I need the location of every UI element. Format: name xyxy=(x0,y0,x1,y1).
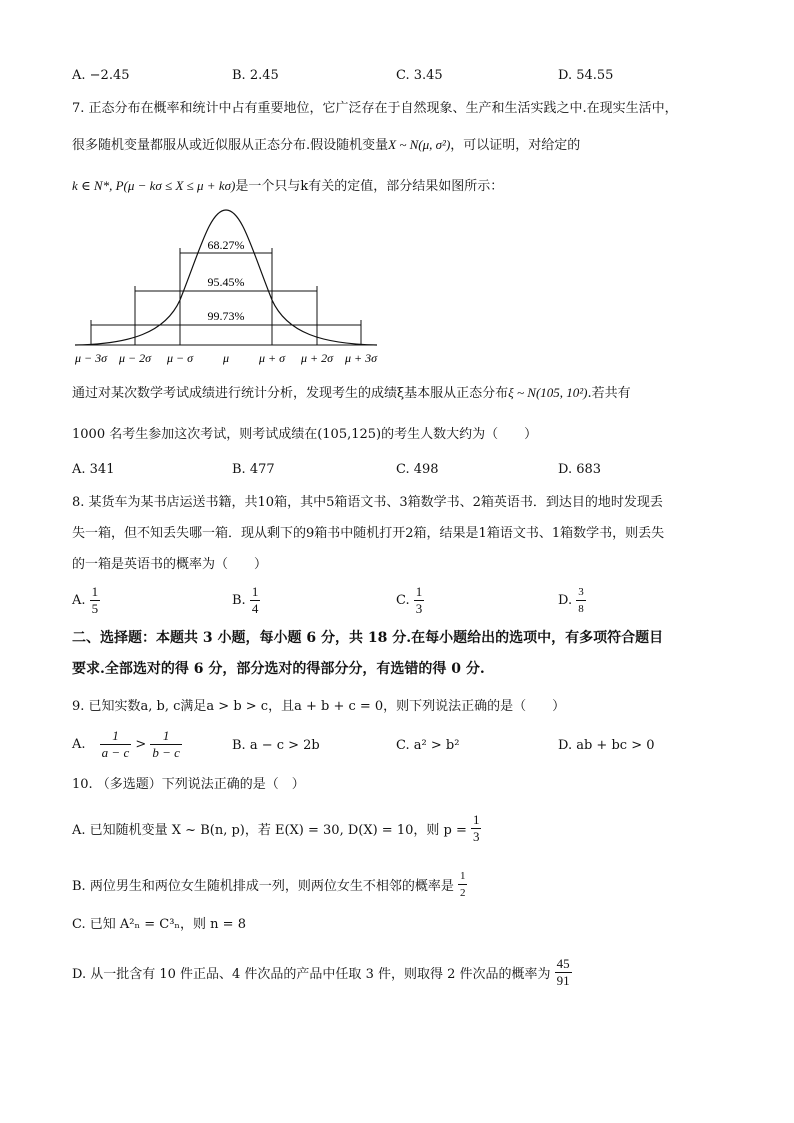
denominator: a − c xyxy=(101,745,130,760)
q8-option-a-fraction xyxy=(90,584,101,617)
label-95: 95.45% xyxy=(207,275,245,289)
label-99: 99.73% xyxy=(207,309,245,323)
q10-option-a xyxy=(72,812,481,845)
q10-stem: 10. （多选题）下列说法正确的是（ ） xyxy=(72,777,305,792)
q7-line2-math: X ~ N(μ, σ²) xyxy=(388,137,451,152)
numerator: 1 xyxy=(251,584,259,599)
q7-line1: 7. 正态分布在概率和统计中占有重要地位，它广泛存在于自然现象、生产和生活实践之中.在现实生活中， xyxy=(72,101,678,116)
q7-option-c: C. 498 xyxy=(396,462,439,477)
denominator: 4 xyxy=(251,601,259,616)
q7-line2 xyxy=(72,136,580,155)
q9-a-left-fraction xyxy=(100,728,132,761)
q10-option-a-fraction xyxy=(471,812,482,845)
q6-option-a: A. −2.45 xyxy=(72,68,130,83)
q7-option-b: B. 477 xyxy=(232,462,275,477)
q9-option-c: C. a² > b² xyxy=(396,738,460,753)
q10-option-d-fraction xyxy=(555,956,572,989)
q8-option-d-label: D. xyxy=(558,593,573,608)
q6-option-d: D. 54.55 xyxy=(558,68,614,83)
q8-line1: 8. 某货车为某书店运送书籍，共10箱，其中5箱语文书、3箱数学书、2箱英语书．到达目的地时发现丢 xyxy=(72,495,663,510)
tick-label-plus-2sigma: μ + 2σ xyxy=(300,351,334,365)
q8-option-b-fraction xyxy=(250,584,261,617)
normal-distribution-figure xyxy=(70,205,400,370)
tick-label-minus-3sigma: μ − 3σ xyxy=(74,351,108,365)
q7-line4-post: .若共有 xyxy=(587,386,631,401)
section2-heading-line1: 二、选择题：本题共 3 小题，每小题 6 分，共 18 分.在每小题给出的选项中，有多项符合题目 xyxy=(72,630,664,646)
q8-option-d-fraction xyxy=(576,584,586,617)
q8-option-b-label: B. xyxy=(232,593,246,608)
q7-line5: 1000 名考生参加这次考试，则考试成绩在(105,125)的考生人数大约为（ ） xyxy=(72,427,538,442)
tick-label-plus-3sigma: μ + 3σ xyxy=(344,351,378,365)
numerator: 1 xyxy=(100,728,132,745)
q8-option-b xyxy=(232,584,260,617)
denominator: 2 xyxy=(459,887,466,899)
numerator: 45 xyxy=(556,956,570,971)
denominator: 5 xyxy=(91,601,99,616)
q7-line4-pre: 通过对某次数学考试成绩进行统计分析，发现考生的成绩ξ基本服从正态分布 xyxy=(72,386,509,401)
q9-option-b: B. a − c > 2b xyxy=(232,738,320,753)
q7-line3 xyxy=(72,177,503,196)
q10-option-b-text: B. 两位男生和两位女生随机排成一列，则两位女生不相邻的概率是 xyxy=(72,879,454,894)
q9-stem: 9. 已知实数a, b, c满足a > b > c，且a + b + c = 0，则下列说法正确的是（ ） xyxy=(72,699,566,714)
q8-option-c-fraction xyxy=(414,584,425,617)
tick-label-minus-sigma: μ − σ xyxy=(166,351,194,365)
tick-label-minus-2sigma: μ − 2σ xyxy=(118,351,152,365)
q7-line3-post: 是一个只与k有关的定值，部分结果如图所示： xyxy=(235,179,504,194)
q7-line2-pre: 很多随机变量都服从或近似服从正态分布.假设随机变量 xyxy=(72,138,389,153)
q7-line4-math: ξ ~ N(105, 10²) xyxy=(508,385,588,400)
q7-line3-math: k ∈ N*, P(μ − kσ ≤ X ≤ μ + kσ) xyxy=(72,178,236,193)
numerator: 3 xyxy=(576,584,586,601)
q8-option-c xyxy=(396,584,424,617)
denominator: 3 xyxy=(472,829,480,844)
q8-line2: 失一箱，但不知丢失哪一箱．现从剩下的9箱书中随机打开2箱，结果是1箱语文书、1箱数学书，则丢失 xyxy=(72,526,665,541)
q6-option-b: B. 2.45 xyxy=(232,68,279,83)
q7-option-a: A. 341 xyxy=(72,462,115,477)
denominator: b − c xyxy=(152,745,180,760)
q8-option-d xyxy=(558,584,586,617)
numerator: 1 xyxy=(150,728,182,745)
q8-option-a xyxy=(72,584,100,617)
q10-option-c: C. 已知 A²ₙ = C³ₙ，则 n = 8 xyxy=(72,917,246,932)
q10-option-b-fraction xyxy=(458,868,468,901)
q10-option-a-text: A. 已知随机变量 X ~ B(n, p)，若 E(X) = 30, D(X) = 10，则 p = xyxy=(72,823,467,838)
q8-option-a-label: A. xyxy=(72,593,86,608)
section2-heading-line2: 要求.全部选对的得 6 分，部分选对的得部分分，有选错的得 0 分. xyxy=(72,661,485,677)
q7-option-d: D. 683 xyxy=(558,462,602,477)
numerator: 1 xyxy=(91,584,99,599)
numerator: 1 xyxy=(472,812,480,827)
q8-line3: 的一箱是英语书的概率为（ ） xyxy=(72,557,268,572)
q10-option-d xyxy=(72,956,572,989)
q7-line4 xyxy=(72,384,631,403)
denominator: 91 xyxy=(556,973,570,988)
numerator: 1 xyxy=(415,584,423,599)
q6-option-c: C. 3.45 xyxy=(396,68,443,83)
numerator: 1 xyxy=(458,868,468,885)
q10-option-b xyxy=(72,868,467,901)
q9-option-a-label: A. xyxy=(72,737,86,752)
q9-a-gt-sign: > xyxy=(135,737,147,752)
tick-label-plus-sigma: μ + σ xyxy=(258,351,286,365)
q9-a-right-fraction xyxy=(150,728,182,761)
label-68: 68.27% xyxy=(207,238,245,252)
q8-option-c-label: C. xyxy=(396,593,410,608)
q9-option-d: D. ab + bc > 0 xyxy=(558,738,655,753)
denominator: 3 xyxy=(415,601,423,616)
q9-option-a xyxy=(72,728,182,761)
tick-label-mu: μ xyxy=(222,351,230,365)
q10-option-d-text: D. 从一批含有 10 件正品、4 件次品的产品中任取 3 件，则取得 2 件次品的概率为 xyxy=(72,967,551,982)
denominator: 8 xyxy=(578,603,584,615)
q7-line2-post: ，可以证明，对给定的 xyxy=(450,138,581,153)
